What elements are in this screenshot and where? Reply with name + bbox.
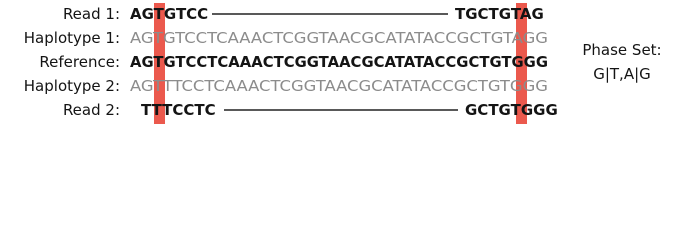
row-label-read-1: Read 1:	[62, 5, 120, 23]
row-label-reference: Reference:	[39, 53, 120, 71]
row-label-read-2: Read 2:	[62, 101, 120, 119]
phase-set-title: Phase Set:	[582, 41, 662, 59]
row-label-haplotype-2: Haplotype 2:	[23, 77, 120, 95]
read-2-left-sequence: TTTCCTC	[141, 101, 216, 119]
row-label-haplotype-1: Haplotype 1:	[23, 29, 120, 47]
read-1-right-sequence: TGCTGTAG	[455, 5, 544, 23]
read-2-right-sequence: GCTGTGGG	[465, 101, 558, 119]
haplotype-2-sequence: AGTTTCCTCAAACTCGGTAACGCATATACCGCTGTGGG	[130, 77, 548, 95]
haplotype-1-sequence: AGTGTCCTCAAACTCGGTAACGCATATACCGCTGTAGG	[130, 29, 548, 47]
phase-set-value: G|T,A|G	[593, 65, 651, 83]
reference-sequence: AGTGTCCTCAAACTCGGTAACGCATATACCGCTGTGGG	[130, 53, 548, 71]
read-1-left-sequence: AGTGTCC	[130, 5, 209, 23]
